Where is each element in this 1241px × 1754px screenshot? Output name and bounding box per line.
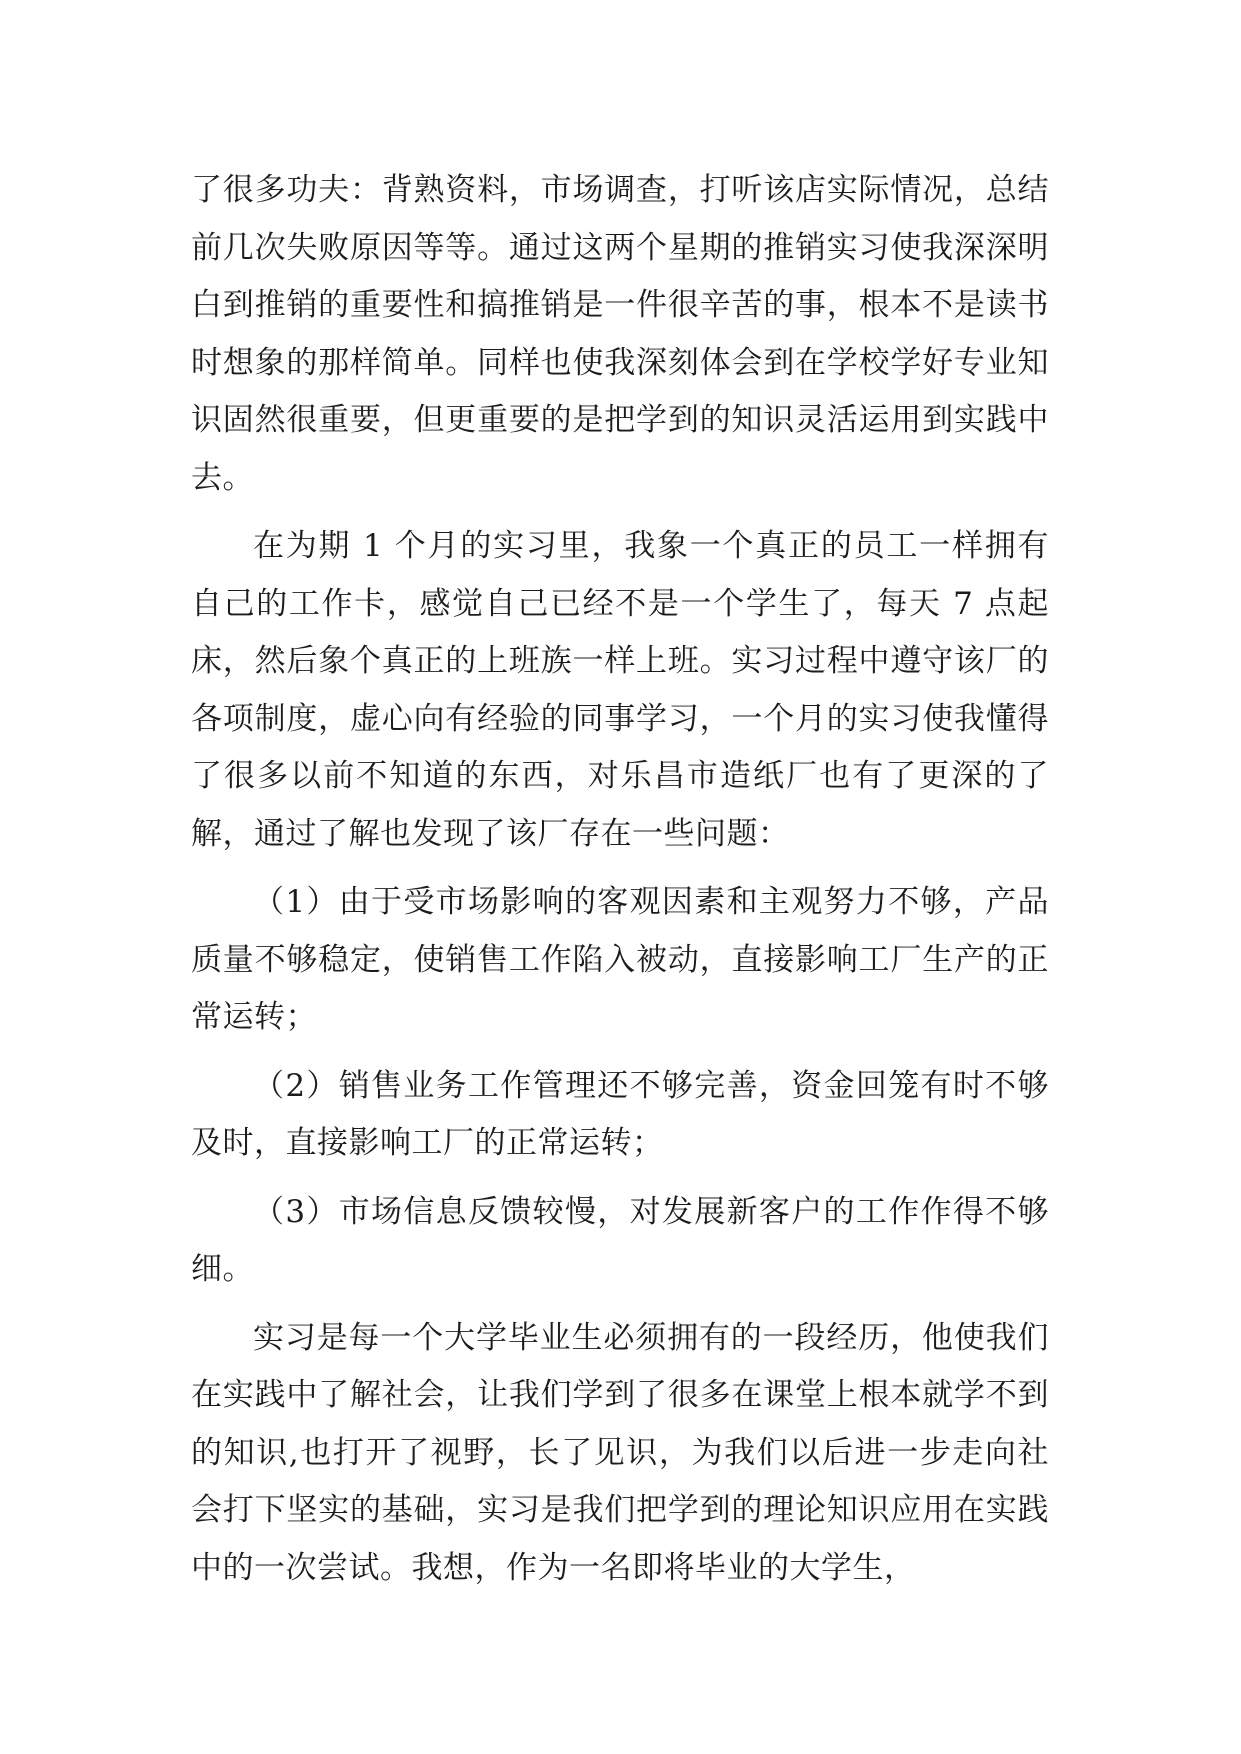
paragraph-conclusion: 实习是每一个大学毕业生必须拥有的一段经历，他使我们在实践中了解社会，让我们学到了很多在课堂上根本就学不到的知识,也打开了视野，长了见识，为我们以后进一步走向社会打下坚实的基础，实习是我们把学到的理论知识应用在实践中的一次尝试。我想，作为一名即将毕业的大学生，: [191, 1319, 1049, 1586]
list-item-problem-3: （3）市场信息反馈较慢，对发展新客户的工作作得不够细。: [191, 1193, 1049, 1287]
paragraph-continuation: 了很多功夫：背熟资料，市场调查，打听该店实际情况，总结前几次失败原因等等。通过这两个星期的推销实习使我深深明白到推销的重要性和搞推销是一件很辛苦的事，根本不是读书时想象的那样简单。同样也使我深刻体会到在学校学好专业知识固然很重要，但更重要的是把学到的知识灵活运用到实践中去。: [191, 172, 1049, 496]
paragraph-internship-experience: 在为期 1 个月的实习里，我象一个真正的员工一样拥有自己的工作卡，感觉自己已经不是一个学生了，每天 7 点起床，然后象个真正的上班族一样上班。实习过程中遵守该厂的各项制度，虚心向有经验的同事学习，一个月的实习使我懂得了很多以前不知道的东西，对乐昌市造纸厂也有了更深的了解，通过了解也发现了该厂存在一些问题：: [191, 528, 1049, 852]
list-item-problem-2: （2）销售业务工作管理还不够完善，资金回笼有时不够及时，直接影响工厂的正常运转；: [191, 1067, 1049, 1161]
document-body: [191, 162, 1049, 1597]
list-item-problem-1: （1）由于受市场影响的客观因素和主观努力不够，产品质量不够稳定，使销售工作陷入被动，直接影响工厂生产的正常运转；: [191, 884, 1049, 1035]
